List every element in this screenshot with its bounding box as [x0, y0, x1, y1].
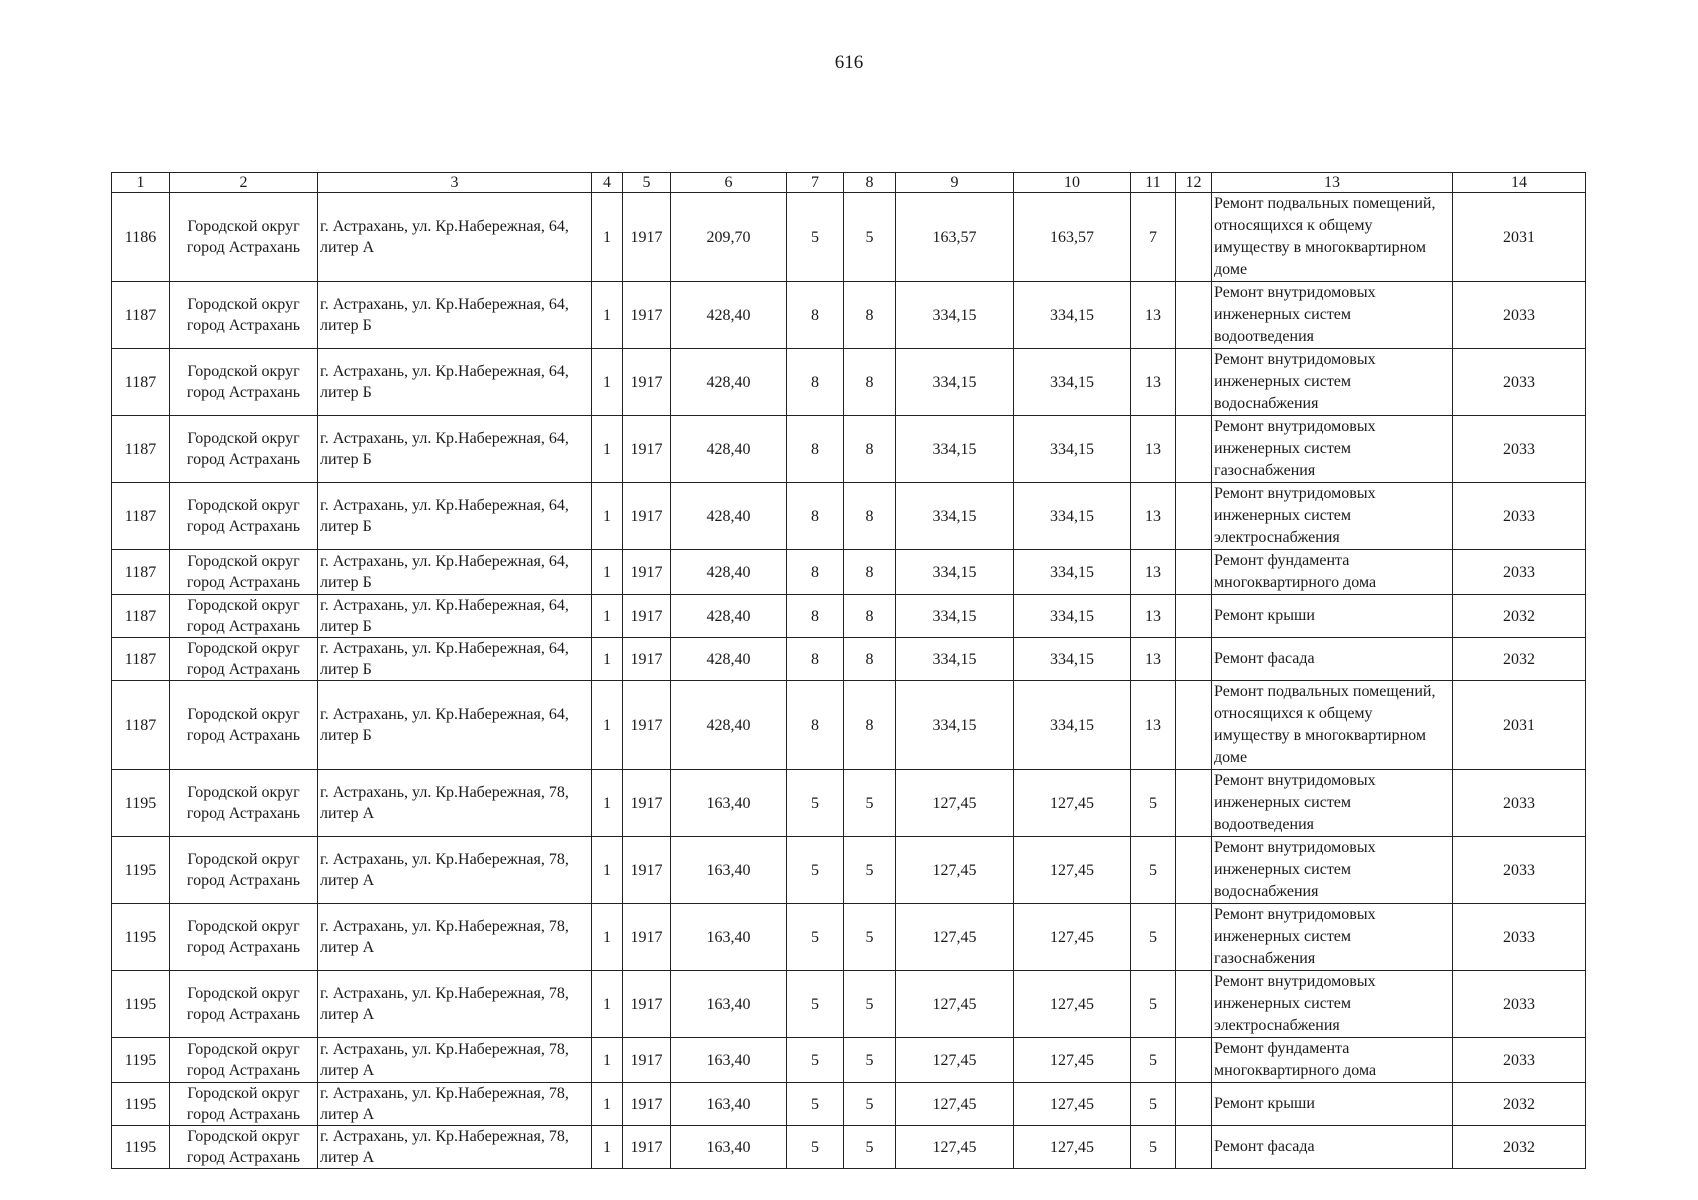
- col8-cell: 8: [844, 282, 896, 349]
- col8-cell: 8: [844, 349, 896, 416]
- area-cell: 209,70: [671, 193, 787, 282]
- year-cell: 1917: [623, 483, 671, 550]
- col8-cell: 5: [844, 1126, 896, 1169]
- address-cell: г. Астрахань, ул. Кр.Набережная, 78, литер А: [318, 1083, 592, 1126]
- col7-cell: 8: [787, 349, 844, 416]
- column-header-10: 10: [1014, 173, 1131, 193]
- col4-cell: 1: [592, 550, 623, 595]
- area-cell: 428,40: [671, 349, 787, 416]
- col7-cell: 5: [787, 193, 844, 282]
- year-cell: 1917: [623, 770, 671, 837]
- col9-cell: 334,15: [896, 483, 1014, 550]
- table-row: [112, 770, 1586, 837]
- col7-cell: 8: [787, 595, 844, 638]
- col9-cell: 127,45: [896, 971, 1014, 1038]
- address-cell: г. Астрахань, ул. Кр.Набережная, 64, литер Б: [318, 282, 592, 349]
- repair-schedule-table: [111, 172, 1586, 1169]
- work-type-cell: Ремонт подвальных помещений, относящихся к общему имуществу в многоквартирном доме: [1212, 193, 1453, 282]
- district-cell: Городской округ город Астрахань: [170, 837, 318, 904]
- col9-cell: 334,15: [896, 638, 1014, 681]
- address-cell: г. Астрахань, ул. Кр.Набережная, 78, литер А: [318, 904, 592, 971]
- area-cell: 163,40: [671, 1038, 787, 1083]
- col12-cell: [1176, 1083, 1212, 1126]
- col9-cell: 127,45: [896, 770, 1014, 837]
- address-cell: г. Астрахань, ул. Кр.Набережная, 78, литер А: [318, 971, 592, 1038]
- col8-cell: 5: [844, 1038, 896, 1083]
- col10-cell: 334,15: [1014, 483, 1131, 550]
- col4-cell: 1: [592, 770, 623, 837]
- col9-cell: 334,15: [896, 349, 1014, 416]
- year-cell: 1917: [623, 837, 671, 904]
- table-row: [112, 1038, 1586, 1083]
- planned-year-cell: 2032: [1453, 1126, 1586, 1169]
- column-header-3: 3: [318, 173, 592, 193]
- table-row: [112, 837, 1586, 904]
- year-cell: 1917: [623, 595, 671, 638]
- address-cell: г. Астрахань, ул. Кр.Набережная, 78, литер А: [318, 770, 592, 837]
- col11-cell: 13: [1131, 638, 1176, 681]
- col11-cell: 13: [1131, 483, 1176, 550]
- area-cell: 163,40: [671, 1126, 787, 1169]
- col10-cell: 334,15: [1014, 681, 1131, 770]
- address-cell: г. Астрахань, ул. Кр.Набережная, 64, литер Б: [318, 483, 592, 550]
- table-row: [112, 282, 1586, 349]
- col7-cell: 5: [787, 1038, 844, 1083]
- column-header-13: 13: [1212, 173, 1453, 193]
- col7-cell: 5: [787, 837, 844, 904]
- year-cell: 1917: [623, 349, 671, 416]
- col4-cell: 1: [592, 904, 623, 971]
- address-cell: г. Астрахань, ул. Кр.Набережная, 64, литер Б: [318, 638, 592, 681]
- col8-cell: 5: [844, 837, 896, 904]
- col11-cell: 5: [1131, 1126, 1176, 1169]
- row-id: 1195: [112, 1126, 170, 1169]
- col11-cell: 13: [1131, 595, 1176, 638]
- col11-cell: 13: [1131, 416, 1176, 483]
- row-id: 1187: [112, 550, 170, 595]
- area-cell: 428,40: [671, 681, 787, 770]
- col10-cell: 334,15: [1014, 349, 1131, 416]
- year-cell: 1917: [623, 1083, 671, 1126]
- column-header-9: 9: [896, 173, 1014, 193]
- work-type-cell: Ремонт крыши: [1212, 1083, 1453, 1126]
- col12-cell: [1176, 416, 1212, 483]
- table-row: [112, 1126, 1586, 1169]
- col7-cell: 5: [787, 904, 844, 971]
- col9-cell: 334,15: [896, 550, 1014, 595]
- col4-cell: 1: [592, 349, 623, 416]
- area-cell: 163,40: [671, 1083, 787, 1126]
- col11-cell: 7: [1131, 193, 1176, 282]
- planned-year-cell: 2033: [1453, 904, 1586, 971]
- row-id: 1195: [112, 1038, 170, 1083]
- col10-cell: 127,45: [1014, 837, 1131, 904]
- area-cell: 428,40: [671, 282, 787, 349]
- col12-cell: [1176, 550, 1212, 595]
- column-header-1: 1: [112, 173, 170, 193]
- planned-year-cell: 2031: [1453, 193, 1586, 282]
- district-cell: Городской округ город Астрахань: [170, 770, 318, 837]
- year-cell: 1917: [623, 971, 671, 1038]
- address-cell: г. Астрахань, ул. Кр.Набережная, 64, литер Б: [318, 681, 592, 770]
- district-cell: Городской округ город Астрахань: [170, 193, 318, 282]
- col7-cell: 5: [787, 971, 844, 1038]
- district-cell: Городской округ город Астрахань: [170, 1126, 318, 1169]
- planned-year-cell: 2033: [1453, 770, 1586, 837]
- col4-cell: 1: [592, 1038, 623, 1083]
- col9-cell: 334,15: [896, 681, 1014, 770]
- district-cell: Городской округ город Астрахань: [170, 638, 318, 681]
- work-type-cell: Ремонт внутридомовых инженерных систем водоснабжения: [1212, 349, 1453, 416]
- col8-cell: 8: [844, 483, 896, 550]
- district-cell: Городской округ город Астрахань: [170, 349, 318, 416]
- planned-year-cell: 2032: [1453, 1083, 1586, 1126]
- planned-year-cell: 2033: [1453, 837, 1586, 904]
- col7-cell: 8: [787, 282, 844, 349]
- col12-cell: [1176, 282, 1212, 349]
- table-row: [112, 1083, 1586, 1126]
- table-row: [112, 971, 1586, 1038]
- col4-cell: 1: [592, 638, 623, 681]
- row-id: 1195: [112, 1083, 170, 1126]
- col11-cell: 13: [1131, 550, 1176, 595]
- col11-cell: 5: [1131, 770, 1176, 837]
- work-type-cell: Ремонт подвальных помещений, относящихся к общему имуществу в многоквартирном доме: [1212, 681, 1453, 770]
- year-cell: 1917: [623, 1038, 671, 1083]
- address-cell: г. Астрахань, ул. Кр.Набережная, 78, литер А: [318, 1038, 592, 1083]
- row-id: 1187: [112, 595, 170, 638]
- column-header-12: 12: [1176, 173, 1212, 193]
- column-header-8: 8: [844, 173, 896, 193]
- planned-year-cell: 2033: [1453, 550, 1586, 595]
- row-id: 1187: [112, 483, 170, 550]
- col11-cell: 13: [1131, 282, 1176, 349]
- col8-cell: 5: [844, 193, 896, 282]
- year-cell: 1917: [623, 681, 671, 770]
- col11-cell: 13: [1131, 681, 1176, 770]
- year-cell: 1917: [623, 193, 671, 282]
- col12-cell: [1176, 770, 1212, 837]
- col12-cell: [1176, 1038, 1212, 1083]
- col7-cell: 8: [787, 638, 844, 681]
- planned-year-cell: 2032: [1453, 595, 1586, 638]
- col4-cell: 1: [592, 837, 623, 904]
- col12-cell: [1176, 638, 1212, 681]
- col8-cell: 5: [844, 1083, 896, 1126]
- planned-year-cell: 2033: [1453, 282, 1586, 349]
- col11-cell: 5: [1131, 1038, 1176, 1083]
- col11-cell: 13: [1131, 349, 1176, 416]
- col8-cell: 8: [844, 550, 896, 595]
- col10-cell: 334,15: [1014, 638, 1131, 681]
- work-type-cell: Ремонт внутридомовых инженерных систем электроснабжения: [1212, 971, 1453, 1038]
- col10-cell: 334,15: [1014, 595, 1131, 638]
- col8-cell: 5: [844, 770, 896, 837]
- col9-cell: 334,15: [896, 416, 1014, 483]
- year-cell: 1917: [623, 1126, 671, 1169]
- column-header-4: 4: [592, 173, 623, 193]
- table-row: [112, 416, 1586, 483]
- work-type-cell: Ремонт фасада: [1212, 1126, 1453, 1169]
- district-cell: Городской округ город Астрахань: [170, 550, 318, 595]
- col9-cell: 127,45: [896, 904, 1014, 971]
- col9-cell: 127,45: [896, 837, 1014, 904]
- col11-cell: 5: [1131, 904, 1176, 971]
- district-cell: Городской округ город Астрахань: [170, 282, 318, 349]
- col7-cell: 8: [787, 550, 844, 595]
- col12-cell: [1176, 1126, 1212, 1169]
- col10-cell: 127,45: [1014, 1038, 1131, 1083]
- table-row: [112, 550, 1586, 595]
- column-header-5: 5: [623, 173, 671, 193]
- address-cell: г. Астрахань, ул. Кр.Набережная, 64, литер А: [318, 193, 592, 282]
- col8-cell: 8: [844, 638, 896, 681]
- col8-cell: 8: [844, 681, 896, 770]
- col4-cell: 1: [592, 282, 623, 349]
- header-row: [112, 173, 1586, 193]
- column-header-2: 2: [170, 173, 318, 193]
- work-type-cell: Ремонт внутридомовых инженерных систем газоснабжения: [1212, 416, 1453, 483]
- address-cell: г. Астрахань, ул. Кр.Набережная, 64, литер Б: [318, 416, 592, 483]
- col10-cell: 127,45: [1014, 1126, 1131, 1169]
- address-cell: г. Астрахань, ул. Кр.Набережная, 64, литер Б: [318, 595, 592, 638]
- work-type-cell: Ремонт внутридомовых инженерных систем водоснабжения: [1212, 837, 1453, 904]
- year-cell: 1917: [623, 416, 671, 483]
- row-id: 1195: [112, 770, 170, 837]
- work-type-cell: Ремонт внутридомовых инженерных систем газоснабжения: [1212, 904, 1453, 971]
- district-cell: Городской округ город Астрахань: [170, 595, 318, 638]
- district-cell: Городской округ город Астрахань: [170, 904, 318, 971]
- col12-cell: [1176, 971, 1212, 1038]
- column-header-6: 6: [671, 173, 787, 193]
- col8-cell: 5: [844, 904, 896, 971]
- table-row: [112, 681, 1586, 770]
- col12-cell: [1176, 904, 1212, 971]
- col12-cell: [1176, 681, 1212, 770]
- row-id: 1186: [112, 193, 170, 282]
- col9-cell: 127,45: [896, 1126, 1014, 1169]
- district-cell: Городской округ город Астрахань: [170, 1083, 318, 1126]
- column-header-14: 14: [1453, 173, 1586, 193]
- col7-cell: 8: [787, 416, 844, 483]
- work-type-cell: Ремонт внутридомовых инженерных систем водоотведения: [1212, 282, 1453, 349]
- work-type-cell: Ремонт фундамента многоквартирного дома: [1212, 1038, 1453, 1083]
- table-row: [112, 483, 1586, 550]
- address-cell: г. Астрахань, ул. Кр.Набережная, 78, литер А: [318, 837, 592, 904]
- col8-cell: 5: [844, 971, 896, 1038]
- district-cell: Городской округ город Астрахань: [170, 416, 318, 483]
- table-row: [112, 904, 1586, 971]
- column-header-11: 11: [1131, 173, 1176, 193]
- col4-cell: 1: [592, 193, 623, 282]
- district-cell: Городской округ город Астрахань: [170, 971, 318, 1038]
- area-cell: 428,40: [671, 416, 787, 483]
- year-cell: 1917: [623, 904, 671, 971]
- col4-cell: 1: [592, 416, 623, 483]
- planned-year-cell: 2031: [1453, 681, 1586, 770]
- area-cell: 428,40: [671, 595, 787, 638]
- col9-cell: 334,15: [896, 595, 1014, 638]
- planned-year-cell: 2032: [1453, 638, 1586, 681]
- col12-cell: [1176, 837, 1212, 904]
- col10-cell: 127,45: [1014, 1083, 1131, 1126]
- col10-cell: 127,45: [1014, 770, 1131, 837]
- col7-cell: 5: [787, 770, 844, 837]
- col12-cell: [1176, 349, 1212, 416]
- planned-year-cell: 2033: [1453, 1038, 1586, 1083]
- area-cell: 428,40: [671, 638, 787, 681]
- row-id: 1187: [112, 681, 170, 770]
- col7-cell: 5: [787, 1083, 844, 1126]
- district-cell: Городской округ город Астрахань: [170, 1038, 318, 1083]
- col9-cell: 334,15: [896, 282, 1014, 349]
- col7-cell: 8: [787, 483, 844, 550]
- table-body: [112, 193, 1586, 1169]
- address-cell: г. Астрахань, ул. Кр.Набережная, 64, литер Б: [318, 550, 592, 595]
- col4-cell: 1: [592, 1126, 623, 1169]
- col10-cell: 163,57: [1014, 193, 1131, 282]
- work-type-cell: Ремонт фасада: [1212, 638, 1453, 681]
- area-cell: 163,40: [671, 837, 787, 904]
- col8-cell: 8: [844, 595, 896, 638]
- col10-cell: 334,15: [1014, 550, 1131, 595]
- area-cell: 163,40: [671, 770, 787, 837]
- row-id: 1187: [112, 349, 170, 416]
- table-row: [112, 638, 1586, 681]
- col4-cell: 1: [592, 681, 623, 770]
- area-cell: 428,40: [671, 483, 787, 550]
- col11-cell: 5: [1131, 1083, 1176, 1126]
- address-cell: г. Астрахань, ул. Кр.Набережная, 64, литер Б: [318, 349, 592, 416]
- row-id: 1187: [112, 282, 170, 349]
- address-cell: г. Астрахань, ул. Кр.Набережная, 78, литер А: [318, 1126, 592, 1169]
- work-type-cell: Ремонт внутридомовых инженерных систем водоотведения: [1212, 770, 1453, 837]
- col11-cell: 5: [1131, 971, 1176, 1038]
- row-id: 1187: [112, 638, 170, 681]
- col10-cell: 127,45: [1014, 904, 1131, 971]
- col9-cell: 163,57: [896, 193, 1014, 282]
- col7-cell: 5: [787, 1126, 844, 1169]
- work-type-cell: Ремонт внутридомовых инженерных систем электроснабжения: [1212, 483, 1453, 550]
- col8-cell: 8: [844, 416, 896, 483]
- planned-year-cell: 2033: [1453, 416, 1586, 483]
- row-id: 1195: [112, 971, 170, 1038]
- district-cell: Городской округ город Астрахань: [170, 483, 318, 550]
- planned-year-cell: 2033: [1453, 971, 1586, 1038]
- col4-cell: 1: [592, 595, 623, 638]
- work-type-cell: Ремонт фундамента многоквартирного дома: [1212, 550, 1453, 595]
- table-row: [112, 193, 1586, 282]
- col12-cell: [1176, 483, 1212, 550]
- col9-cell: 127,45: [896, 1083, 1014, 1126]
- area-cell: 163,40: [671, 904, 787, 971]
- table-row: [112, 595, 1586, 638]
- col10-cell: 334,15: [1014, 416, 1131, 483]
- col4-cell: 1: [592, 971, 623, 1038]
- col7-cell: 8: [787, 681, 844, 770]
- col4-cell: 1: [592, 483, 623, 550]
- work-type-cell: Ремонт крыши: [1212, 595, 1453, 638]
- planned-year-cell: 2033: [1453, 483, 1586, 550]
- col4-cell: 1: [592, 1083, 623, 1126]
- year-cell: 1917: [623, 282, 671, 349]
- table-row: [112, 349, 1586, 416]
- col12-cell: [1176, 595, 1212, 638]
- area-cell: 163,40: [671, 971, 787, 1038]
- page-number: 616: [834, 52, 864, 73]
- row-id: 1195: [112, 904, 170, 971]
- year-cell: 1917: [623, 550, 671, 595]
- row-id: 1195: [112, 837, 170, 904]
- row-id: 1187: [112, 416, 170, 483]
- col10-cell: 127,45: [1014, 971, 1131, 1038]
- col12-cell: [1176, 193, 1212, 282]
- col11-cell: 5: [1131, 837, 1176, 904]
- col9-cell: 127,45: [896, 1038, 1014, 1083]
- col10-cell: 334,15: [1014, 282, 1131, 349]
- column-header-7: 7: [787, 173, 844, 193]
- year-cell: 1917: [623, 638, 671, 681]
- planned-year-cell: 2033: [1453, 349, 1586, 416]
- district-cell: Городской округ город Астрахань: [170, 681, 318, 770]
- area-cell: 428,40: [671, 550, 787, 595]
